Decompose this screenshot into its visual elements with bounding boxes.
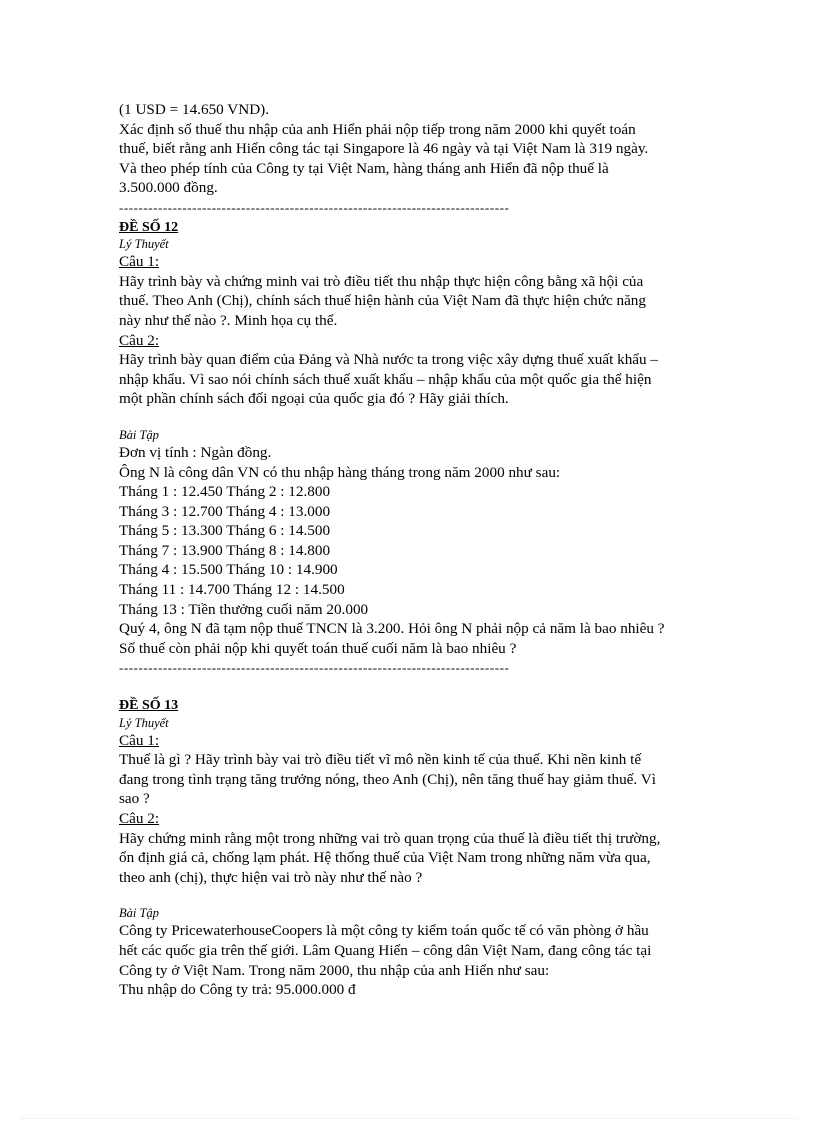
income-row: Tháng 4 : 15.500 Tháng 10 : 14.900 [119, 561, 338, 579]
exercise-label: Bài Tập [119, 906, 159, 921]
exam-13-title: ĐỀ SỐ 13 [119, 698, 179, 714]
income-row: Tháng 5 : 13.300 Tháng 6 : 14.500 [119, 522, 331, 540]
text-line: Quý 4, ông N đã tạm nộp thuế TNCN là 3.200. Hỏi ông N phải nộp cả năm là bao nhiêu ? [119, 620, 665, 638]
income-row: Tháng 13 : Tiền thưởng cuối năm 20.000 [119, 600, 369, 618]
intro-section [119, 100, 719, 198]
text-line: Đơn vị tính : Ngàn đồng. [119, 443, 272, 461]
text-line: Xác định số thuế thu nhập của anh Hiển phải nộp tiếp trong năm 2000 khi quyết toán [119, 120, 636, 138]
theory-label: Lý Thuyết [119, 237, 169, 252]
text-line: một phần chính sách đối ngoại của quốc gia đó ? Hãy giải thích. [119, 390, 509, 408]
text-line: Thuế là gì ? Hãy trình bày vai trò điều tiết vĩ mô nền kinh tế của thuế. Khi nền kinh tế [119, 751, 642, 769]
text-line: Công ty ở Việt Nam. Trong năm 2000, thu nhập của anh Hiển như sau: [119, 961, 550, 979]
exam-12-title: ĐỀ SỐ 12 [119, 219, 179, 235]
text-line: đang trong tình trạng tăng trưởng nóng, theo Anh (Chị), nên tăng thuế hay giảm thuế. Vì [119, 770, 656, 788]
text-line: Công ty PricewaterhouseCoopers là một công ty kiểm toán quốc tế có văn phòng ở hầu [119, 922, 649, 940]
question-2-label: Câu 2: [119, 810, 160, 827]
exam-13-section [119, 696, 719, 1000]
question-1-label: Câu 1: [119, 253, 160, 271]
text-line: Số thuế còn phải nộp khi quyết toán thuế cuối năm là bao nhiêu ? [119, 639, 517, 657]
page-bottom-divider [20, 1118, 796, 1119]
text-line: Hãy chứng minh rằng một trong những vai trò quan trọng của thuế là điều tiết thị trường, [119, 829, 661, 847]
text-line: (1 USD = 14.650 VND). [119, 101, 270, 118]
text-line: theo anh (chị), thực hiện vai trò này như thế nào ? [119, 868, 423, 886]
income-row: Tháng 11 : 14.700 Tháng 12 : 14.500 [119, 581, 345, 599]
text-line: Hãy trình bày quan điểm của Đảng và Nhà nước ta trong việc xây dựng thuế xuất khẩu – [119, 351, 659, 369]
text-line: này như thế nào ?. Minh họa cụ thể. [119, 311, 338, 329]
text-line: Hãy trình bày và chứng minh vai trò điều tiết thu nhập thực hiện công bằng xã hội của [119, 272, 644, 290]
income-row: Tháng 1 : 12.450 Tháng 2 : 12.800 [119, 483, 331, 501]
section-separator: -------------------------------------------------------------------------------- [119, 660, 510, 676]
income-row: Tháng 7 : 13.900 Tháng 8 : 14.800 [119, 541, 331, 559]
question-1-label: Câu 1: [119, 731, 160, 749]
text-line: thuế, biết rằng anh Hiển công tác tại Singapore là 46 ngày và tại Việt Nam là 319 ngày. [119, 140, 649, 158]
text-line: sao ? [119, 790, 150, 808]
exam-12-section [119, 218, 719, 659]
question-2-label: Câu 2: [119, 331, 160, 349]
exercise-label: Bài Tập [119, 427, 159, 442]
income-row: Tháng 3 : 12.700 Tháng 4 : 13.000 [119, 502, 331, 520]
theory-label: Lý Thuyết [119, 715, 169, 730]
text-line: hết các quốc gia trên thế giới. Lâm Quang Hiển – công dân Việt Nam, đang công tác tại [119, 941, 652, 959]
text-line: thuế. Theo Anh (Chị), chính sách thuế hiện hành của Việt Nam đã thực hiện chức năng [119, 292, 646, 310]
text-line: Ông N là công dân VN có thu nhập hàng tháng trong năm 2000 như sau: [119, 463, 561, 481]
text-line: ổn định giá cả, chống lạm phát. Hệ thống thuế của Việt Nam trong những năm vừa qua, [119, 849, 651, 867]
text-line: Và theo phép tính của Công ty tại Việt Nam, hàng tháng anh Hiển đã nộp thuế là [119, 159, 609, 177]
document-body [119, 100, 719, 1000]
text-line: 3.500.000 đồng. [119, 179, 218, 197]
text-line: nhập khẩu. Vì sao nói chính sách thuế xuất khẩu – nhập khẩu của một quốc gia thể hiện [119, 370, 652, 388]
text-line: Thu nhập do Công ty trả: 95.000.000 đ [119, 981, 356, 999]
section-separator: -------------------------------------------------------------------------------- [119, 199, 510, 215]
